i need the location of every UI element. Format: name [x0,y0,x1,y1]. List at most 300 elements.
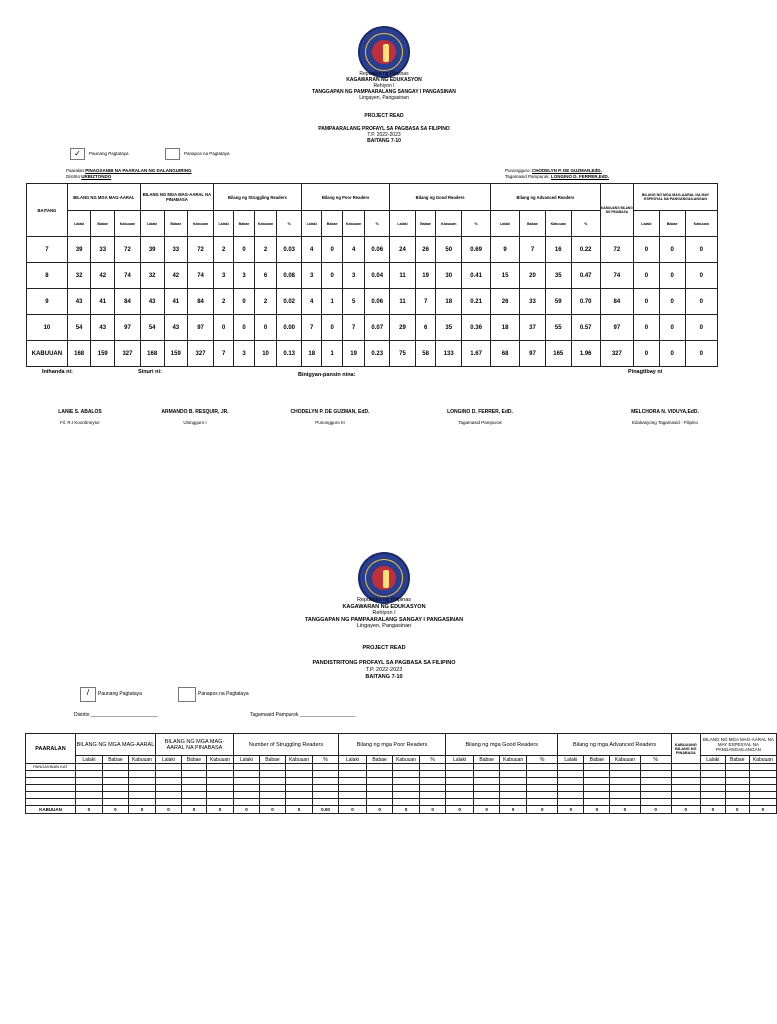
data-cell[interactable] [312,792,338,799]
data-cell: 43 [140,289,164,315]
data-cell[interactable] [367,771,393,778]
data-cell: 1 [322,341,342,367]
data-cell: 3 [342,263,365,289]
data-cell[interactable] [446,778,474,785]
data-cell: 0 [322,263,342,289]
total-cell: 0 [558,806,584,814]
data-cell[interactable] [206,785,233,792]
data-cell[interactable] [181,799,206,806]
panapos-label: Panapos na Pagtataya [184,151,230,156]
data-cell[interactable] [700,778,725,785]
data-cell: 39 [140,237,164,263]
data-cell: 327 [600,341,633,367]
data-cell[interactable] [584,799,610,806]
data-cell[interactable] [474,778,500,785]
data-cell[interactable] [285,778,312,785]
data-cell[interactable] [285,799,312,806]
school-name-cell[interactable]: PANGASINAN KAT [26,764,76,771]
school-name-cell[interactable] [26,785,76,792]
data-cell[interactable] [749,764,776,771]
data-cell[interactable] [474,799,500,806]
data-cell[interactable] [285,785,312,792]
data-cell: 0.13 [277,341,302,367]
data-cell[interactable] [312,771,338,778]
data-cell[interactable] [700,799,725,806]
data-cell: 0.23 [365,341,390,367]
data-cell[interactable] [558,799,584,806]
data-cell[interactable] [640,785,671,792]
data-cell: 0 [659,289,685,315]
data-cell[interactable] [420,771,446,778]
data-cell[interactable] [671,785,700,792]
data-cell[interactable] [527,764,558,771]
data-cell[interactable] [312,778,338,785]
total-cell: 0 [75,806,102,814]
grade-row [27,315,718,341]
sub-header-babae: Babae [91,211,115,237]
data-cell[interactable] [259,785,285,792]
data-cell[interactable] [749,771,776,778]
sub-header-kabuuan: Kabuuan [115,211,141,237]
sub-header-kabuuan: Kabuuan [393,756,420,764]
data-cell: 72 [600,237,633,263]
data-cell[interactable] [339,764,367,771]
data-cell: 0 [634,315,660,341]
data-cell[interactable] [181,785,206,792]
data-cell[interactable] [558,792,584,799]
data-cell[interactable] [339,771,367,778]
data-cell[interactable] [259,771,285,778]
data-cell: 168 [67,341,91,367]
header-block-2 [234,597,534,630]
data-cell[interactable] [155,792,181,799]
data-cell[interactable] [181,771,206,778]
data-cell[interactable] [527,771,558,778]
panapos-label-2: Panapos na Pagtataya [198,691,249,697]
header-line: Republika ng Pilipinas [359,71,409,77]
sub-header-lalaki: Lalaki [140,211,164,237]
data-cell[interactable] [259,799,285,806]
data-cell: 1.96 [571,341,600,367]
data-cell[interactable] [749,778,776,785]
total-cell: 0 [700,806,725,814]
school-profile-table [26,183,718,367]
data-cell[interactable] [640,799,671,806]
panapos-checkbox-2[interactable] [178,687,196,702]
data-cell[interactable] [500,785,527,792]
data-cell[interactable] [367,764,393,771]
sub-header-babae: Babae [259,756,285,764]
tagamasid-field[interactable]: Tagamasid Pampurok ____________________ [250,712,356,718]
header-block [234,71,534,101]
row-label-cell: 9 [27,289,68,315]
data-cell[interactable] [749,785,776,792]
data-cell[interactable] [128,771,155,778]
header-line: Republika ng Pilipinas [356,597,412,603]
data-cell: 0.07 [365,315,390,341]
data-cell[interactable] [446,771,474,778]
school-name-cell[interactable] [26,799,76,806]
school-name-cell[interactable] [26,778,76,785]
sub-header-lalaki: Lalaki [67,211,91,237]
data-cell: 0.08 [277,263,302,289]
data-cell[interactable] [610,771,640,778]
data-cell[interactable] [102,764,128,771]
total-cell: 0 [285,806,312,814]
data-cell[interactable] [446,792,474,799]
data-cell[interactable] [233,799,259,806]
data-cell[interactable] [725,799,749,806]
data-cell[interactable] [527,799,558,806]
data-cell[interactable] [446,764,474,771]
data-cell[interactable] [610,792,640,799]
data-cell[interactable] [75,771,102,778]
school-row [26,785,777,792]
data-cell: 42 [164,263,188,289]
data-cell[interactable] [610,799,640,806]
col-header-paaralan: PAARALAN [26,734,76,764]
data-cell[interactable] [181,764,206,771]
data-cell: 75 [390,341,416,367]
data-cell[interactable] [446,785,474,792]
data-cell[interactable] [558,764,584,771]
data-cell: 0.36 [462,315,491,341]
school-name-cell[interactable] [26,771,76,778]
data-cell: 97 [600,315,633,341]
data-cell: 0.03 [277,237,302,263]
data-cell[interactable] [725,792,749,799]
data-cell[interactable] [584,771,610,778]
total-cell: 0 [206,806,233,814]
data-cell: 2 [213,289,233,315]
data-cell[interactable] [671,764,700,771]
data-cell[interactable] [640,792,671,799]
sub-header-kabuuan: Kabuuan [545,211,571,237]
data-cell: 35 [436,315,462,341]
signatory-name: CHODELYN P. DE GUZMAN, EdD. [290,409,370,415]
data-cell[interactable] [725,771,749,778]
data-cell[interactable] [700,764,725,771]
sub-header-percent: % [365,211,390,237]
data-cell: 7 [302,315,322,341]
data-cell: 42 [91,263,115,289]
sub-header-percent: % [640,756,671,764]
sub-header-lalaki: Lalaki [446,756,474,764]
total-cell: 0 [233,806,259,814]
signatory-role: Fil. R.I Koordineytor [60,420,100,425]
sub-header-percent: % [420,756,446,764]
sub-header-kabuuan: Kabuuan [749,756,776,764]
sub-header-kabuuan: Kabuuan [610,756,640,764]
data-cell[interactable] [393,771,420,778]
data-cell[interactable] [312,764,338,771]
data-cell[interactable] [102,778,128,785]
data-cell[interactable] [474,764,500,771]
signatory-name: MELCHORA N. VIDUYA,EdD. [631,409,699,415]
data-cell: 15 [491,263,520,289]
data-cell[interactable] [725,764,749,771]
sub-header-percent: % [527,756,558,764]
data-cell[interactable] [725,778,749,785]
data-cell[interactable] [128,764,155,771]
data-cell[interactable] [102,785,128,792]
col-header-poor-2: Bilang ng mga Poor Readers [339,734,446,756]
data-cell: 68 [491,341,520,367]
data-cell: 6 [254,263,277,289]
data-cell: 19 [342,341,365,367]
data-cell: 0.22 [571,237,600,263]
data-cell[interactable] [558,771,584,778]
data-cell[interactable] [128,785,155,792]
data-cell[interactable] [285,771,312,778]
paunang-checkbox-2[interactable]: / [80,687,96,702]
data-cell[interactable] [233,792,259,799]
sub-header-babae: Babae [322,211,342,237]
data-cell: 0 [685,237,717,263]
data-cell[interactable] [233,771,259,778]
data-cell[interactable] [393,785,420,792]
total-cell: 0 [584,806,610,814]
data-cell: 3 [302,263,322,289]
data-cell[interactable] [420,792,446,799]
data-cell[interactable] [102,792,128,799]
data-cell[interactable] [610,785,640,792]
data-cell[interactable] [367,785,393,792]
data-cell[interactable] [233,785,259,792]
data-cell: 58 [415,341,435,367]
data-cell[interactable] [155,799,181,806]
data-cell: 4 [302,289,322,315]
data-cell[interactable] [610,778,640,785]
data-cell: 54 [140,315,164,341]
school-name-cell[interactable] [26,792,76,799]
data-cell[interactable] [700,792,725,799]
data-cell: 84 [188,289,214,315]
total-cell: 0 [259,806,285,814]
data-cell: 3 [213,263,233,289]
data-cell[interactable] [420,764,446,771]
data-cell[interactable] [527,785,558,792]
data-cell[interactable] [610,764,640,771]
data-cell: 0.21 [462,289,491,315]
data-cell[interactable] [446,799,474,806]
data-cell[interactable] [700,785,725,792]
data-cell: 168 [140,341,164,367]
data-cell[interactable] [128,778,155,785]
total-cell: 0 [155,806,181,814]
data-cell: 74 [600,263,633,289]
school-year: T.P. 2022-2023 [367,132,401,138]
sub-header-lalaki: Lalaki [213,211,233,237]
col-header-baitang: BAITANG [27,184,68,237]
data-cell[interactable] [367,799,393,806]
data-cell[interactable] [500,764,527,771]
data-cell[interactable] [640,778,671,785]
sub-header-kabuuan: Kabuuan [188,211,214,237]
data-cell[interactable] [206,764,233,771]
data-cell[interactable] [671,778,700,785]
sub-header-kabuuan: Kabuuan [128,756,155,764]
signatory-name: LONGINO D. FERRER, EdD. [447,409,513,415]
data-cell[interactable] [474,792,500,799]
data-cell[interactable] [558,785,584,792]
data-cell[interactable] [128,792,155,799]
data-cell[interactable] [420,778,446,785]
data-cell: 72 [188,237,214,263]
data-cell: 0 [685,263,717,289]
data-cell[interactable] [285,764,312,771]
data-cell[interactable] [500,778,527,785]
data-cell[interactable] [155,778,181,785]
data-cell[interactable] [206,778,233,785]
sub-header-lalaki: Lalaki [75,756,102,764]
total-cell: 0 [102,806,128,814]
data-cell[interactable] [500,799,527,806]
data-cell[interactable] [474,771,500,778]
total-cell: 0 [527,806,558,814]
data-cell[interactable] [181,792,206,799]
sub-header-lalaki: Lalaki [302,211,322,237]
data-cell: 50 [436,237,462,263]
data-cell[interactable] [640,771,671,778]
distrito-field[interactable]: Distrito ________________________ [74,712,158,718]
data-cell[interactable] [339,785,367,792]
total-cell: 0 [725,806,749,814]
data-cell[interactable] [102,799,128,806]
data-cell: 16 [545,237,571,263]
total-cell: 0 [367,806,393,814]
data-cell[interactable] [75,764,102,771]
data-cell[interactable] [155,771,181,778]
data-cell: 74 [188,263,214,289]
data-cell: 0.41 [462,263,491,289]
data-cell[interactable] [558,778,584,785]
header-line: Lingayen, Pangasinan [356,623,412,630]
col-header-kabuuang-pinabasa: KABUUANG BILANG NG PINABASA [600,184,633,237]
col-header-good-2: Bilang ng mga Good Readers [446,734,558,756]
total-cell: 0 [500,806,527,814]
data-cell: 0 [322,315,342,341]
data-cell[interactable] [725,785,749,792]
data-cell[interactable] [700,771,725,778]
panapos-checkbox[interactable] [165,148,180,160]
data-cell: 7 [213,341,233,367]
data-cell[interactable] [233,764,259,771]
data-cell[interactable] [393,778,420,785]
data-cell[interactable] [393,799,420,806]
data-cell[interactable] [367,778,393,785]
data-cell: 0 [659,263,685,289]
signatory-role: Punongguro III [315,420,345,425]
data-cell[interactable] [367,792,393,799]
data-cell[interactable] [749,799,776,806]
data-cell: 1 [322,289,342,315]
paaralan-info: Paaralan PINAGSANIB NA PAARALAN NG DALANGUIRING [66,168,192,173]
data-cell[interactable] [75,778,102,785]
data-cell[interactable] [527,792,558,799]
data-cell: 327 [188,341,214,367]
data-cell[interactable] [206,771,233,778]
project-title-2: PROJECT READ [362,645,406,651]
data-cell[interactable] [102,771,128,778]
col-header-advanced: Bilang ng Advanced Readers [491,184,601,211]
data-cell: 4 [302,237,322,263]
data-cell[interactable] [584,792,610,799]
data-cell[interactable] [155,785,181,792]
data-cell[interactable] [259,764,285,771]
data-cell[interactable] [500,792,527,799]
sub-header-percent: % [571,211,600,237]
data-cell[interactable] [393,792,420,799]
data-cell: 0.00 [277,315,302,341]
data-cell[interactable] [584,778,610,785]
data-cell[interactable] [640,764,671,771]
data-cell[interactable] [206,792,233,799]
data-cell: 7 [342,315,365,341]
data-cell[interactable] [420,785,446,792]
data-cell[interactable] [206,799,233,806]
data-cell[interactable] [671,771,700,778]
data-cell[interactable] [584,785,610,792]
data-cell: 10 [254,341,277,367]
pinagtibay-label: Pinagtibay ni [628,369,663,375]
data-cell[interactable] [155,764,181,771]
data-cell[interactable] [749,792,776,799]
data-cell[interactable] [474,785,500,792]
grade-row [27,289,718,315]
data-cell: 165 [545,341,571,367]
data-cell: 37 [520,315,546,341]
data-cell: 0.70 [571,289,600,315]
data-cell[interactable] [128,799,155,806]
data-cell[interactable] [500,771,527,778]
data-cell: 7 [415,289,435,315]
data-cell[interactable] [420,799,446,806]
data-cell: 43 [164,315,188,341]
sub-header-lalaki: Lalaki [339,756,367,764]
document-title: PAMPAARALANG PROFAYL SA PAGBASA SA FILIPINO [318,126,450,132]
data-cell[interactable] [285,792,312,799]
data-cell[interactable] [339,799,367,806]
data-cell[interactable] [259,792,285,799]
data-cell[interactable] [339,778,367,785]
data-cell[interactable] [75,799,102,806]
data-cell: 18 [491,315,520,341]
data-cell[interactable] [312,799,338,806]
data-cell: 41 [164,289,188,315]
data-cell[interactable] [671,792,700,799]
data-cell[interactable] [393,764,420,771]
data-cell: 33 [520,289,546,315]
sub-header-lalaki: Lalaki [390,211,416,237]
data-cell: 29 [390,315,416,341]
data-cell[interactable] [584,764,610,771]
data-cell[interactable] [181,778,206,785]
data-cell[interactable] [233,778,259,785]
sub-header-babae: Babae [520,211,546,237]
data-cell[interactable] [527,778,558,785]
paunang-checkbox[interactable]: ✓ [70,148,85,160]
data-cell[interactable] [339,792,367,799]
data-cell[interactable] [312,785,338,792]
data-cell: 4 [342,237,365,263]
data-cell[interactable] [75,792,102,799]
school-row [26,778,777,785]
data-cell[interactable] [75,785,102,792]
data-cell[interactable] [671,799,700,806]
data-cell[interactable] [259,778,285,785]
data-cell: 0 [634,341,660,367]
